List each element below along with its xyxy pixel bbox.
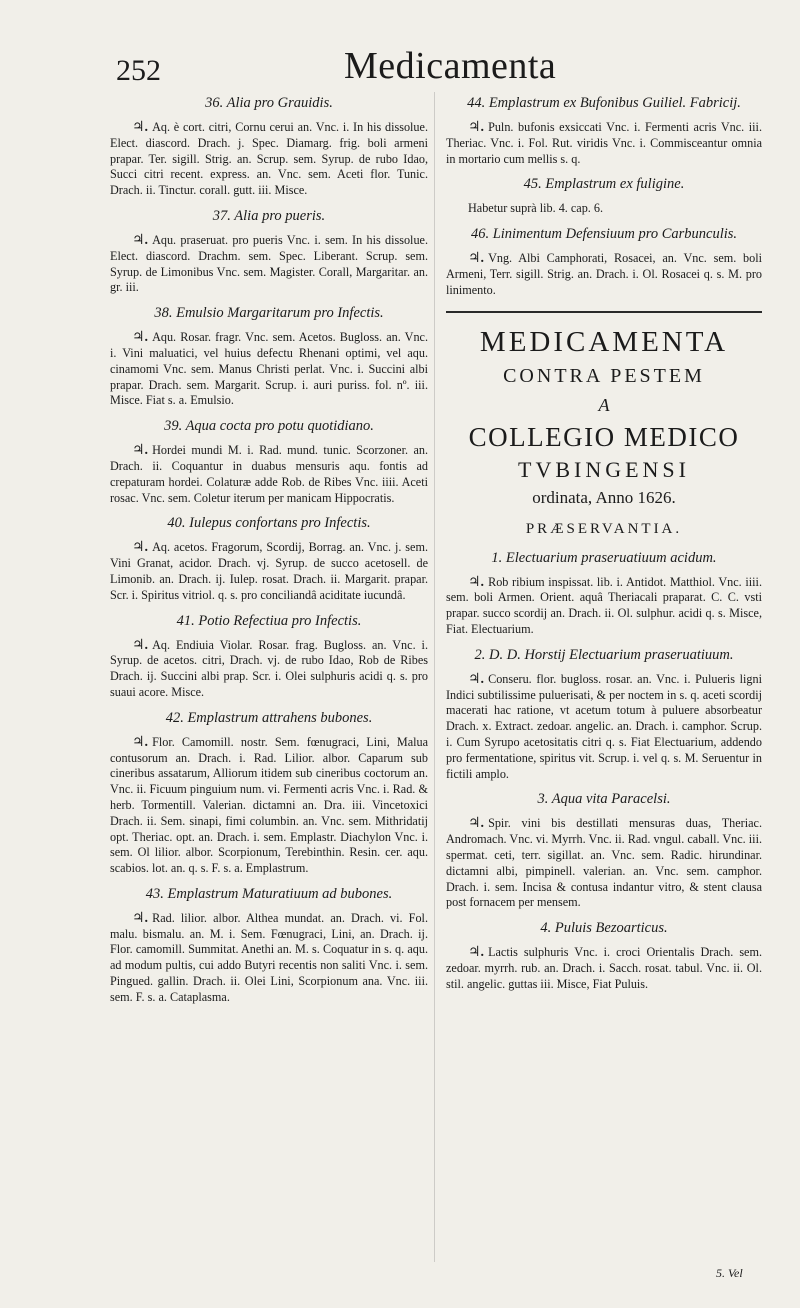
recipe-heading: 3. Aqua vita Paracelsi. xyxy=(537,791,671,808)
recipe-heading: 43. Emplastrum Maturatiuum ad bubones. xyxy=(145,885,393,902)
recipe-symbol-icon: ♃. xyxy=(132,540,149,556)
recipe-symbol-icon: ♃. xyxy=(468,120,485,135)
recipe-body: Aq. è cort. citri, Cornu cerui an. Vnc. i. In his dissolue. Elect. diascord. Drach. j. Spec. Diamarg. frig. boli armeni prapar. Ter. sigill. Strig. an. Scrup. sem. Syrup. de rubo Idao, Succi citri recent. express. an. Vnc. sem. Aceti flor. Tunic. Drach. ii. Tinctur. corall. gutt. iii. Misce. xyxy=(110,120,428,198)
recipe-body: Conseru. flor. bugloss. rosar. an. Vnc. i. Pulueris ligni Indici subtilissime puluerisati, & per noctem in s. q. aceti scordij macerati hac ratione, vt acetum totum à puluere absorbeatur Drach. x. Extract. zedoar. angelic. an. Drach. i. camphor. Scrup. i. Cum Syrupo acetositatis citri q. s. Fiat Electuarium, addendo pro fermentatione, spiritus vit. Scrup. i. vel q. s. M. Seruentur in fictili amplo. xyxy=(446,671,762,781)
main-title-block xyxy=(446,323,762,543)
recipe-symbol-icon: ♃. xyxy=(132,232,149,248)
recipe-symbol-icon: ♃. xyxy=(132,443,149,459)
running-title: Medicamenta xyxy=(344,45,557,87)
main-title-line4: COLLEGIO MEDICO xyxy=(468,421,740,452)
recipe-heading: 36. Alia pro Grauidis. xyxy=(205,95,333,111)
recipe-body: Aqu. praseruat. pro pueris Vnc. i. sem. In his dissolue. Elect. diascord. Drachm. sem. Spec. Liberant. Scrup. sem. Syrup. de Limonibus Vnc. sem. Magister. Corall, Margaritar. an. gr. iii. xyxy=(110,232,428,295)
recipe-symbol-icon: ♃. xyxy=(132,120,149,135)
recipe-text xyxy=(110,443,428,506)
recipe-text xyxy=(110,330,428,409)
recipe-section xyxy=(110,709,428,877)
recipe-heading: 45. Emplastrum ex fuligine. xyxy=(523,176,685,193)
recipe-text xyxy=(446,945,762,992)
recipe-section xyxy=(110,885,428,1006)
recipe-symbol-icon: ♃. xyxy=(468,945,485,961)
section-rule xyxy=(446,311,762,313)
recipe-section xyxy=(110,304,428,409)
recipe-section xyxy=(446,790,762,911)
main-title-line5: TVBINGENSI xyxy=(518,456,690,482)
recipe-text xyxy=(446,251,762,298)
recipe-text xyxy=(110,911,428,1006)
recipe-heading: 39. Aqua cocta pro potu quotidiano. xyxy=(164,418,374,435)
main-title-line3: A xyxy=(598,394,610,415)
recipe-text xyxy=(446,120,762,167)
page-number: 252 xyxy=(116,54,161,87)
recipe-symbol-icon: ♃. xyxy=(132,910,149,926)
recipe-body: Aq. acetos. Fragorum, Scordij, Borrag. an. Vnc. j. sem. Vini Granat, acidor. Drach. vj. Syrup. de succo acetosell. de Limonib. an. Drach. ij. Iulep. rosat. Drach. ii. Margarit. prapar. Scr. i. Spiritus vitriol. q. s. pro conciliandâ aciditate iucundâ. xyxy=(110,540,428,602)
right-column-top xyxy=(446,94,762,299)
recipe-section xyxy=(446,225,762,298)
recipe-body: Hordei mundi M. i. Rad. mund. tunic. Scorzoner. an. Drach. ii. Coquantur in duabus mensuris aqu. fontis ad crepaturam hordei. Colaturæ adde Rob. de Ribes Vnc. iiii. Aceti rosac. Vnc. sem. Coletur iterum per manicam Hippocratis. xyxy=(110,443,428,505)
column-divider xyxy=(434,92,435,1262)
recipe-symbol-icon: ♃. xyxy=(132,637,149,653)
recipe-heading: 38. Emulsio Margaritarum pro Infectis. xyxy=(154,305,384,322)
recipe-heading: 46. Linimentum Defensiuum pro Carbunculis. xyxy=(470,226,738,243)
recipe-heading: 1. Electuarium praseruatiuum acidum. xyxy=(491,549,717,566)
recipe-heading: 44. Emplastrum ex Bufonibus Guiliel. Fabricij. xyxy=(467,95,741,111)
main-title-line6: ordinata, Anno 1626. xyxy=(532,487,676,507)
recipe-symbol-icon: ♃. xyxy=(132,330,149,346)
catchword: 5. Vel xyxy=(716,1266,743,1280)
recipe-heading: 2. D. D. Horstij Electuarium praseruatiuum. xyxy=(474,646,734,663)
recipe-heading: 42. Emplastrum attrahens bubones. xyxy=(165,709,373,726)
recipe-heading: 4. Puluis Bezoarticus. xyxy=(540,920,668,937)
recipe-body: Rob ribium inspissat. lib. i. Antidot. Matthiol. Vnc. iiii. sem. boli Armen. Orient. aquâ Theriacali praparat. C. C. vsti prapar. succo scordij an. Drach. ii. Ol. sulphur. acidi q. s. Misce, Fiat. Electuarium. xyxy=(446,574,762,636)
recipe-text xyxy=(110,233,428,296)
recipe-section xyxy=(446,549,762,638)
recipe-body: Rad. lilior. albor. Althea mundat. an. Drach. vi. Fol. malu. bismalu. an. M. i. Sem. Fœnugraci, Lini, an. Drach. ij. Flor. camomill. Summitat. Anethi an. M. s. Coquatur in s. q. aqu. ad modum pultis, cui addo Butyri recentis non saliti Vnc. i. sem. Pingued. gallin. Drach. ii. Olei Lini, Scorpionum ana. Vnc. iii. sem. F. s. a. Cataplasma. xyxy=(110,910,428,1004)
right-column-bottom xyxy=(446,549,762,993)
recipe-heading: 40. Iulepus confortans pro Infectis. xyxy=(167,515,371,532)
recipe-text xyxy=(446,575,762,638)
recipe-section xyxy=(110,207,428,296)
left-column xyxy=(110,88,428,1014)
recipe-symbol-icon: ♃. xyxy=(468,251,485,267)
recipe-section xyxy=(446,646,762,783)
recipe-body: Flor. Camomill. nostr. Sem. fœnugraci, Lini, Malua contusorum an. Drach. i. Rad. Lilior. albor. Caparum sub cineribus assatarum, Alliorum itidem sub cineribus coctorum an. Vnc. ii. Ficuum pinguium num. vi. Fermenti acris Vnc. i. Rad. & herb. Tormentill. Valerian. dictamni an. Dra. iii. Vincetoxici Drach. ii. Sem. sinapi, fimi columbin. an. Vnc. sem. Mithridatij opt. Theriac. opt. an. Drach. i. sem. Emplastr. Diachylon Vnc. i. sem. Ol lilior. albor. Scorpionum, Terebinthin. Resin. cer. aqu. scabios. lot. an. q. s. F. s. a. Emplastrum. xyxy=(110,734,428,876)
recipe-text xyxy=(110,735,428,877)
recipe-text xyxy=(110,120,428,199)
main-title-line1: MEDICAMENTA xyxy=(479,325,729,358)
recipe-body: Aq. Endiuia Violar. Rosar. frag. Bugloss. an. Vnc. i. Syrup. de acetos. citri, Drach. vj. de rubo Idao, Rob de Ribes Drach. ij. Succini albi prap. Scr. i. Olei sulphuris acidi q. s. pro suaui acore. Misce. xyxy=(110,637,428,699)
recipe-body: Spir. vini bis destillati mensuras duas, Theriac. Andromach. Vnc. vi. Myrrh. Vnc. ii. Rad. vngul. caball. Vnc. iii. spermat. ceti, terr. sigillat. an. Vnc. sem. Radic. hirundinar. dictamni albi, pimpinell. valerian. an. Vnc. sem. camphor. Drach. i. sem. Incisa & contusa indantur vitro, & stent clausa post fornacem per mensem. xyxy=(446,816,762,910)
recipe-section xyxy=(110,514,428,603)
recipe-symbol-icon: ♃. xyxy=(468,671,485,687)
right-column xyxy=(446,88,762,1001)
recipe-section xyxy=(110,417,428,506)
recipe-section xyxy=(110,94,428,199)
recipe-section xyxy=(446,94,762,167)
recipe-text xyxy=(110,638,428,701)
recipe-symbol-icon: ♃. xyxy=(468,574,485,590)
recipe-body: Lactis sulphuris Vnc. i. croci Orientalis Drach. sem. zedoar. myrrh. rub. an. Drach. i. Sacch. rosat. tabul. Vnc. ii. Ol. stil. angelic. guttas iii. Misce, Fiat Puluis. xyxy=(446,945,762,991)
recipe-text xyxy=(446,816,762,911)
recipe-symbol-icon: ♃. xyxy=(132,734,149,750)
recipe-text xyxy=(110,540,428,603)
recipe-note: Habetur suprà lib. 4. cap. 6. xyxy=(468,201,604,216)
main-title-line7: PRÆSERVANTIA. xyxy=(525,520,683,537)
recipe-body: Puln. bufonis exsiccati Vnc. i. Fermenti acris Vnc. iii. Theriac. Vnc. i. Fol. Rut. viridis Vnc. i. Commisceantur omnia in mortario cum mellis s. q. xyxy=(446,120,762,166)
recipe-symbol-icon: ♃. xyxy=(468,816,485,832)
recipe-heading: 41. Potio Refectiua pro Infectis. xyxy=(176,612,362,629)
recipe-section xyxy=(446,175,762,217)
recipe-section xyxy=(110,612,428,701)
main-title-line2: CONTRA PESTEM xyxy=(503,364,705,387)
recipe-heading: 37. Alia pro pueris. xyxy=(212,207,326,224)
recipe-section xyxy=(446,919,762,992)
recipe-body: Aqu. Rosar. fragr. Vnc. sem. Acetos. Bugloss. an. Vnc. i. Vini maluatici, vel huius defectu Rhenani optimi, vel aqu. cinamomi Vnc. sem. Manus Christi perlat. Vnc. i. Succini albi prapar. Drach. sem. Margarit. Scrup. i. auri puriss. fol. nº. iii. Misce. Fiat s. a. Emulsio. xyxy=(110,330,428,408)
recipe-text xyxy=(446,672,762,783)
recipe-body: Vng. Albi Camphorati, Rosacei, an. Vnc. sem. boli Armeni, Terr. sigill. Strig. an. Drach. i. Ol. Rosacei q. s. M. pro linimento. xyxy=(446,251,762,297)
